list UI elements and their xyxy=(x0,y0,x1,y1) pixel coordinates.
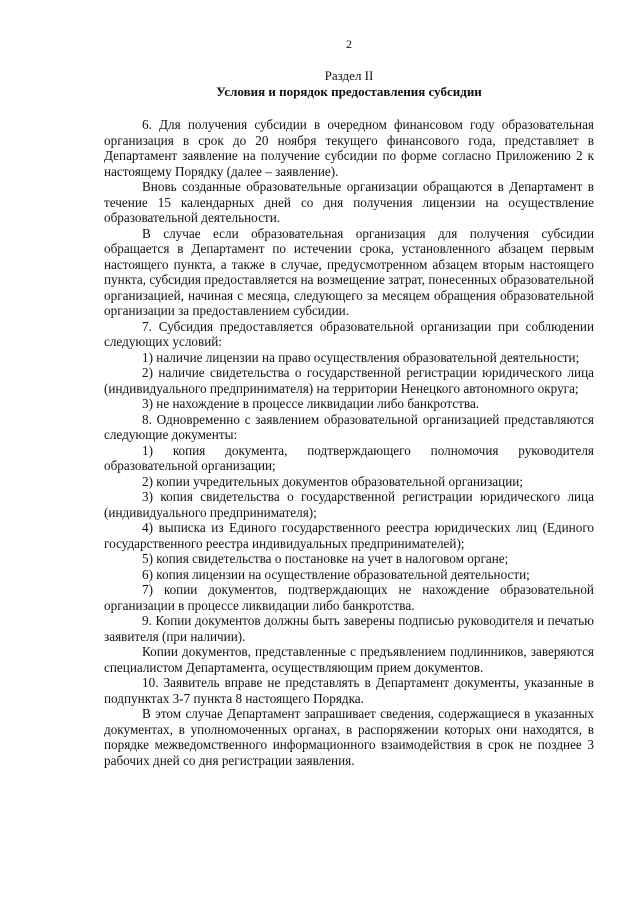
paragraph-7: 7. Субсидия предоставляется образовательной организации при соблюдении следующих условий: xyxy=(104,318,594,349)
document-page xyxy=(104,36,594,768)
paragraph-6-new-organizations: Вновь созданные образовательные организации обращаются в Департамент в течение 15 календарных дней со дня получения лицензии на осуществление образовательной деятельности. xyxy=(104,179,594,225)
page-number: 2 xyxy=(346,37,352,51)
paragraph-9-certification: Копии документов, представленные с предъявлением подлинников, заверяются специалистом Департамента, осуществляющим прием документов. xyxy=(104,644,594,675)
paragraph-10: 10. Заявитель вправе не представлять в Департамент документы, указанные в подпунктах 3-7 пункта 8 настоящего Порядка. xyxy=(104,675,594,706)
paragraph-7-item-1: 1) наличие лицензии на право осуществления образовательной деятельности; xyxy=(142,349,580,365)
paragraph-8-item-6: 6) копия лицензии на осуществление образовательной деятельности; xyxy=(142,566,530,582)
paragraph-8-item-3: 3) копия свидетельства о государственной регистрации юридического лица (индивидуального предпринимателя); xyxy=(104,489,594,520)
paragraph-9: 9. Копии документов должны быть заверены подписью руководителя и печатью заявителя (при наличии). xyxy=(104,613,594,644)
paragraph-10-request: В этом случае Департамент запрашивает сведения, содержащиеся в указанных документах, в уполномоченных органах, в распоряжении которых они находятся, в порядке межведомственного информационного взаимодействия в срок не позднее 3 рабочих дней со дня регистрации заявления. xyxy=(104,706,594,768)
paragraph-8: 8. Одновременно с заявлением образовательной организацией представляются следующие документы: xyxy=(104,411,594,442)
paragraph-6-late-application: В случае если образовательная организация для получения субсидии обращается в Департамент по истечении срока, установленного абзацем первым настоящего пункта, а также в случае, предусмотренном абзацем вторым настоящего пункта, субсидия предоставляется на возмещение затрат, понесенных образовательной организацией, начиная с месяца, следующего за месяцем обращения образовательной организации за предоставлением субсидии. xyxy=(104,225,594,318)
paragraph-8-item-4: 4) выписка из Единого государственного реестра юридических лиц (Единого государственного реестра индивидуальных предпринимателей); xyxy=(104,520,594,551)
paragraph-7-item-2: 2) наличие свидетельства о государственной регистрации юридического лица (индивидуального предпринимателя) на территории Ненецкого автономного округа; xyxy=(104,365,594,396)
paragraph-7-item-3: 3) не нахождение в процессе ликвидации либо банкротства. xyxy=(142,396,480,411)
paragraph-6: 6. Для получения субсидии в очередном финансовом году образовательная организация в срок до 20 ноября текущего финансового года, представляет в Департамент заявление на получение субсидии по форме согласно Приложению 2 к настоящему Порядку (далее – заявление). xyxy=(104,117,594,179)
section-title: Условия и порядок предоставления субсидии xyxy=(216,84,482,99)
paragraph-8-item-5: 5) копия свидетельства о постановке на учет в налоговом органе; xyxy=(142,551,509,566)
paragraph-8-item-7: 7) копии документов, подтверждающих не нахождение образовательной организации в процессе ликвидации либо банкротства. xyxy=(104,582,594,613)
paragraph-8-item-2: 2) копии учредительных документов образовательной организации; xyxy=(142,473,523,489)
paragraph-8-item-1: 1) копия документа, подтверждающего полномочия руководителя образовательной организации; xyxy=(104,442,594,473)
section-label: Раздел II xyxy=(324,68,374,83)
